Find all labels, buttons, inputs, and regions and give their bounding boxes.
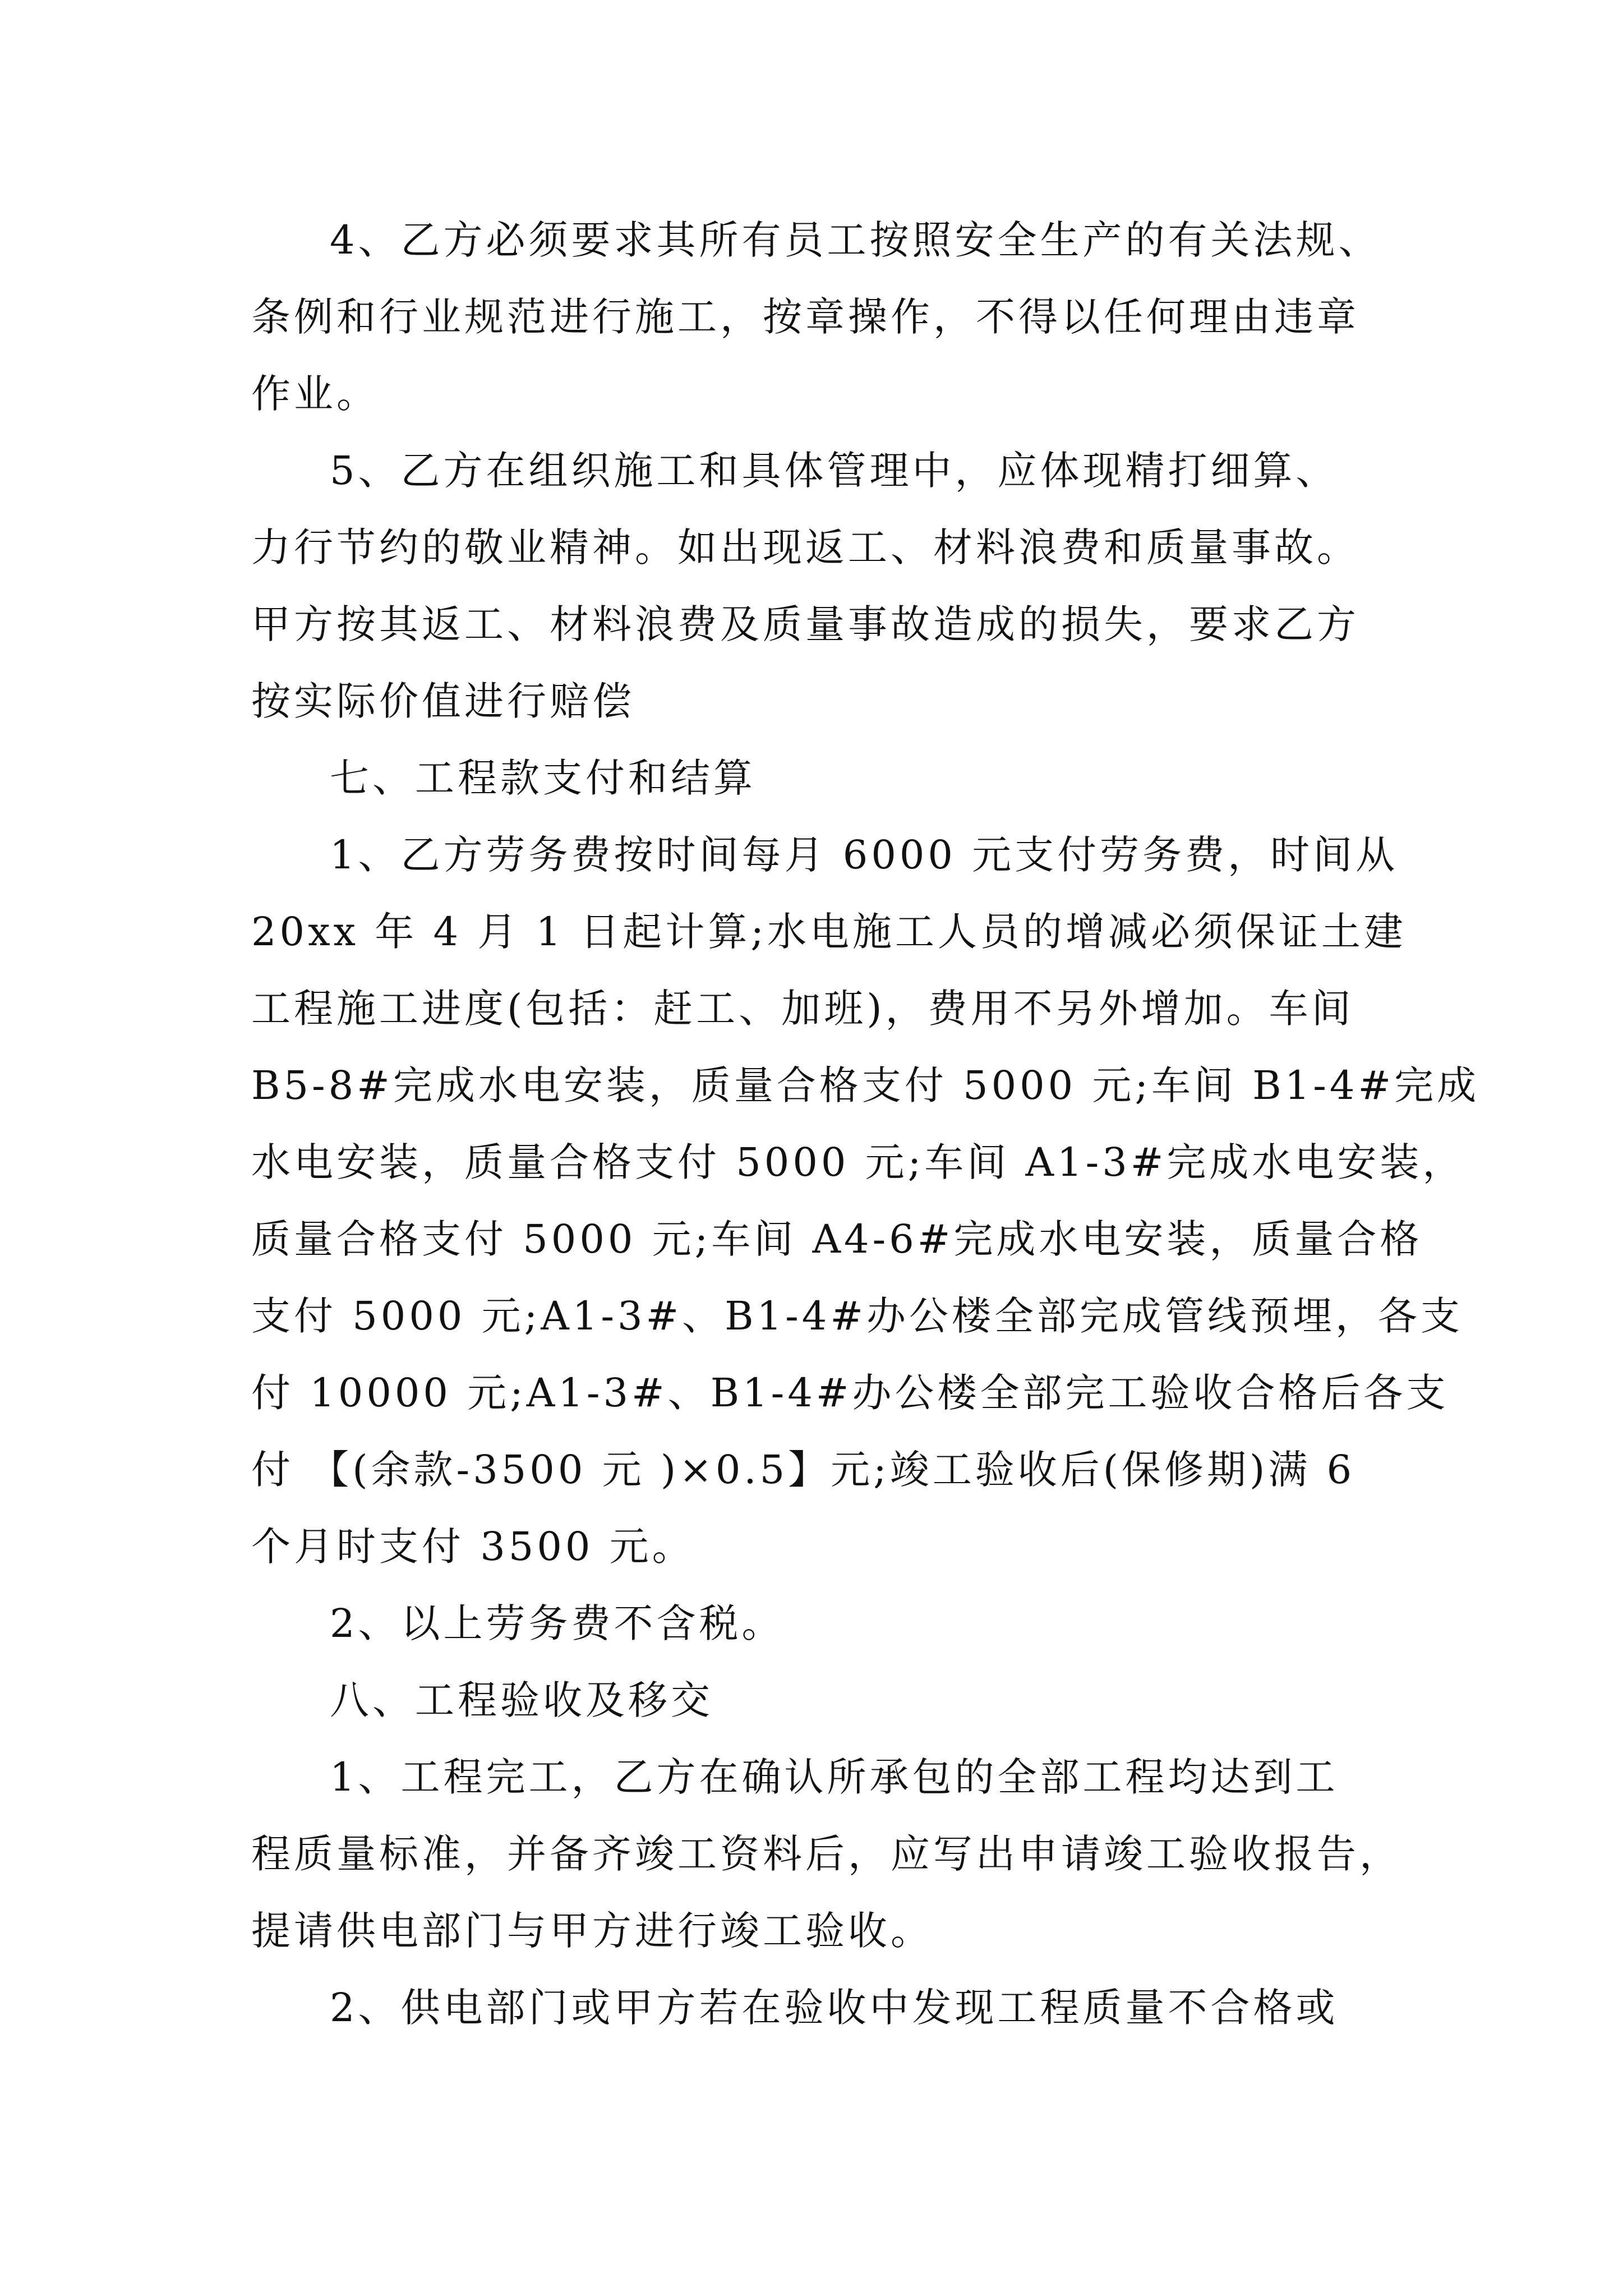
text-line: 质量合格支付 5000 元;车间 A4-6#完成水电安装，质量合格 <box>251 1216 1423 1262</box>
text-line: 付 10000 元;A1-3#、B1-4#办公楼全部完工验收合格后各支 <box>251 1370 1449 1416</box>
section-heading: 七、工程款支付和结算 <box>330 755 756 801</box>
text-line: 甲方按其返工、材料浪费及质量事故造成的损失，要求乙方 <box>251 601 1359 647</box>
text-line: 5、乙方在组织施工和具体管理中，应体现精打细算、 <box>330 448 1339 494</box>
text-line: 条例和行业规范进行施工，按章操作，不得以任何理由违章 <box>251 294 1359 340</box>
text-line: 1、乙方劳务费按时间每月 6000 元支付劳务费，时间从 <box>330 832 1399 878</box>
text-line: 2、以上劳务费不含税。 <box>330 1600 785 1646</box>
text-line: 20xx 年 4 月 1 日起计算;水电施工人员的增减必须保证土建 <box>251 909 1407 955</box>
text-line: 1、工程完工，乙方在确认所承包的全部工程均达到工 <box>330 1754 1339 1800</box>
text-line: 按实际价值进行赔偿 <box>251 678 635 724</box>
text-line: B5-8#完成水电安装，质量合格支付 5000 元;车间 B1-4#完成 <box>251 1062 1480 1108</box>
text-line: 程质量标准，并备齐竣工资料后，应写出申请竣工验收报告， <box>251 1831 1402 1877</box>
section-heading: 八、工程验收及移交 <box>330 1677 713 1723</box>
text-line: 作业。 <box>251 371 379 417</box>
text-line: 2、供电部门或甲方若在验收中发现工程质量不合格或 <box>330 1985 1339 2031</box>
text-line: 个月时支付 3500 元。 <box>251 1524 695 1570</box>
text-line: 工程施工进度(包括：赶工、加班)，费用不另外增加。车间 <box>251 986 1354 1032</box>
text-line: 4、乙方必须要求其所有员工按照安全生产的有关法规、 <box>330 217 1381 263</box>
text-line: 付 【(余款-3500 元 )×0.5】元;竣工验收后(保修期)满 6 <box>251 1447 1355 1493</box>
text-line: 支付 5000 元;A1-3#、B1-4#办公楼全部完成管线预埋，各支 <box>251 1293 1463 1339</box>
text-line: 提请供电部门与甲方进行竣工验收。 <box>251 1908 933 1954</box>
text-line: 水电安装，质量合格支付 5000 元;车间 A1-3#完成水电安装， <box>251 1139 1465 1185</box>
text-line: 力行节约的敬业精神。如出现返工、材料浪费和质量事故。 <box>251 524 1359 570</box>
